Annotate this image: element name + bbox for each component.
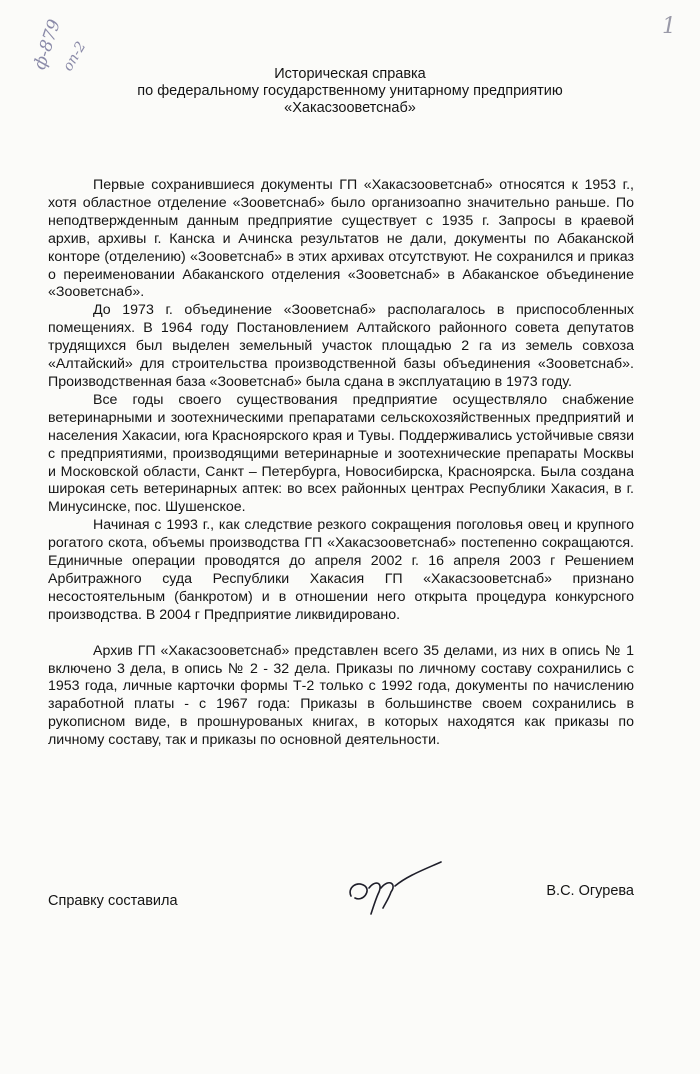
title-line-1: Историческая справка xyxy=(274,66,426,82)
paragraph-production-base: До 1973 г. объединение «Зооветснаб» располагалось в приспособленных помещениях. В 1964 году Постановлением Алтайского районного совета депутатов трудящихся был выделен земельный участок площадью 2 га из земель совхоза «Алтайский» для строительства производственной базы объединения «Зооветснаб». Производственная база «Зооветснаб» была сдана в эксплуатацию в 1973 году. xyxy=(48,302,634,390)
paragraph-gap xyxy=(48,625,634,643)
paragraph-early-history: Первые сохранившиеся документы ГП «Хакасзооветснаб» относятся к 1953 г., хотя областное отделение «Зооветснаб» было организоапно значительно раньше. По неподтвержденным данным предприятие существует с 1935 г. Запросы в краевой архив, архивы г. Канска и Ачинска результатов не дали, документы по Абаканской конторе (отделению) «Зооветснаб» в этих архивах отсутствуют. Не сохранился и приказ о переименовании Абаканского отделения «Зооветснаб» в Абаканское объединение «Зооветснаб». xyxy=(48,177,634,301)
archive-fund-note: ф-879 xyxy=(30,17,65,73)
title-line-2: по федеральному государственному унитарному предприятию xyxy=(137,83,563,99)
paragraph-decline: Начиная с 1993 г., как следствие резкого сокращения поголовья овец и крупного рогатого скота, объемы производства ГП «Хакасзооветснаб» постепенно сокращаются. Единичные операции проводятся до апреля 2002 г. 16 апреля 2003 г Решением Арбитражного суда Республики Хакасия ГП «Хакасзооветснаб» признано несостоятельным (банкротом) и в отношении него открыта процедура конкурсного производства. В 2004 г Предприятие ликвидировано. xyxy=(48,517,634,623)
title-line-3: «Хакасзооветснаб» xyxy=(284,100,416,116)
archive-inventory-note: оп-2 xyxy=(60,39,90,74)
page-number: 1 xyxy=(662,14,676,39)
document-title xyxy=(0,66,700,117)
signature-line xyxy=(48,883,634,913)
paragraph-activity: Все годы своего существования предприятие осуществляло снабжение ветеринарными и зоотехническими препаратами сельскохозяйственных предприятий и населения Хакасии, юга Красноярского края и Тувы. Поддерживались устойчивые связи с предприятиями, производящими ветеринарные и зоотехнические препараты Москвы и Московской области, Санкт – Петербурга, Новосибирска, Красноярска. Была создана широкая сеть ветеринарных аптек: во всех районных центрах Республики Хакасия, в г. Минусинске, пос. Шушенское. xyxy=(48,391,634,516)
compiled-by-label: Справку составила xyxy=(48,893,178,909)
author-name: В.С. Огурева xyxy=(546,883,634,899)
paragraph-archive: Архив ГП «Хакасзооветснаб» представлен всего 35 делами, из них в опись № 1 включено 3 дела, в опись № 2 - 32 дела. Приказы по личному составу сохранились с 1953 года, личные карточки формы Т-2 только с 1992 года, документы по начислению заработной платы - с 1967 года: Приказы в большинстве своем сохранились в рукописном виде, в прошнурованых книгах, в которых находятся как приказы по личному составу, так и приказы по основной деятельности. xyxy=(48,642,634,749)
document-body xyxy=(48,177,634,750)
